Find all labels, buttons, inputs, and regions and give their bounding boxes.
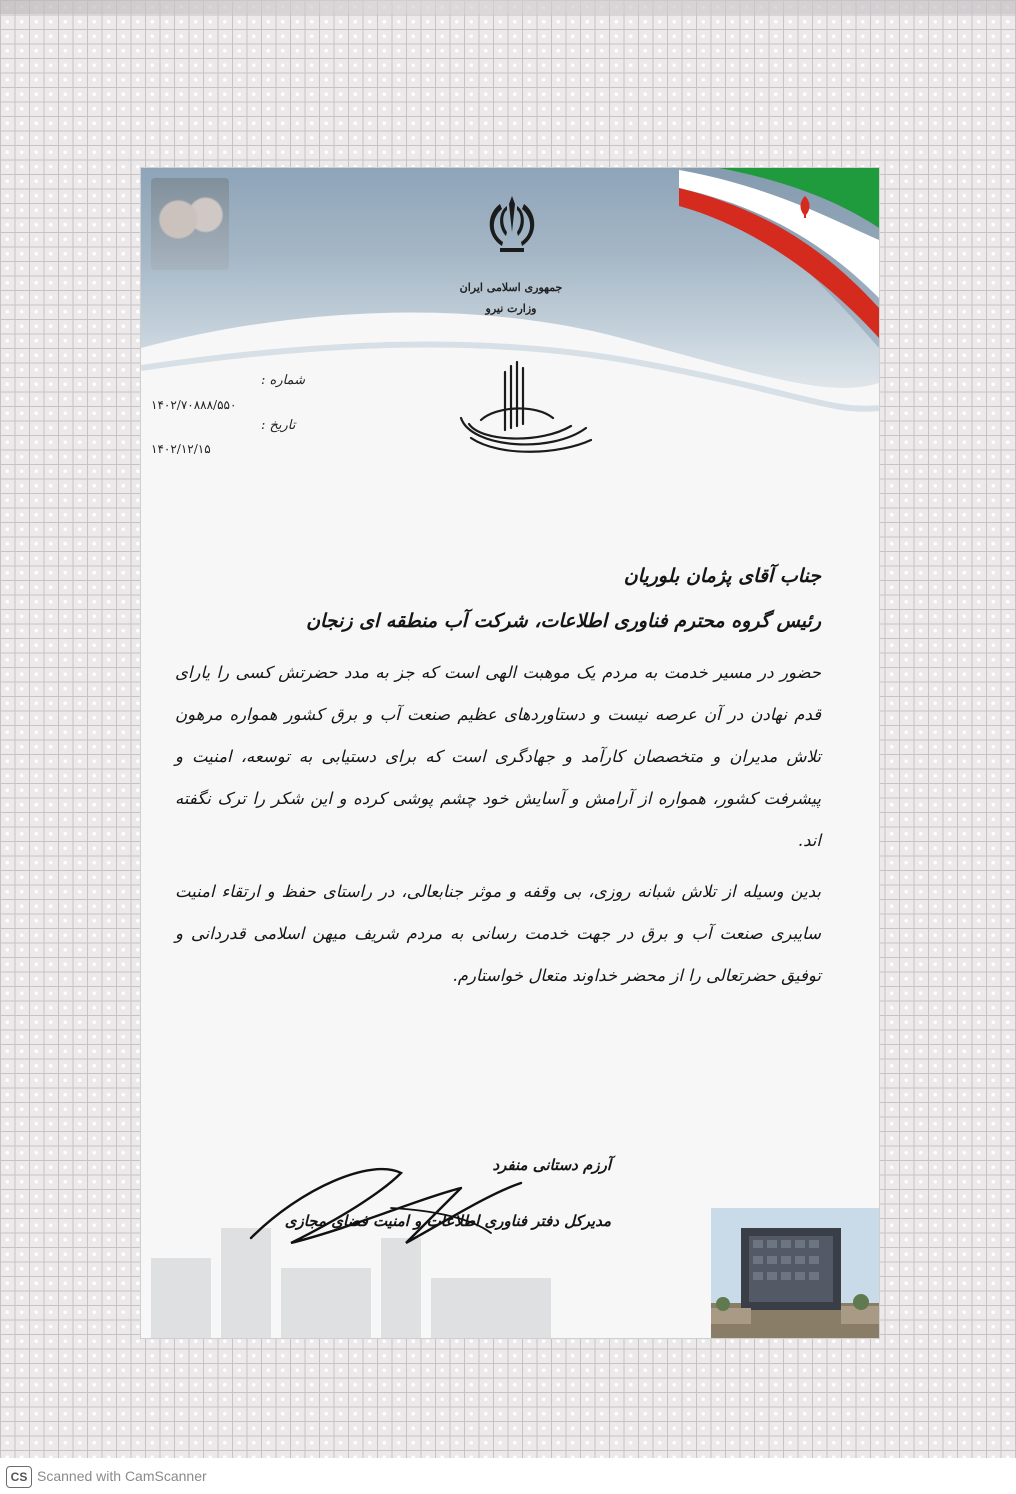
date-value: ۱۴۰۲/۱۲/۱۵ <box>151 442 211 456</box>
recipient-name: جناب آقای پژمان بلوریان <box>623 565 821 587</box>
scanner-footer <box>0 1458 1016 1494</box>
paragraph-2: بدین وسیله از تلاش شبانه روزی، بی وقفه و موثر جنابعالی، در راستای حفظ و ارتقاء امنیت سایبری صنعت آب و برق در جهت خدمت رسانی به مردم شریف میهن اسلامی قدردانی و توفیق حضرتعالی را از محضر خداوند متعال خواستارم. <box>175 881 821 985</box>
handwritten-signature <box>231 1148 631 1268</box>
signer-title: مدیرکل دفتر فناوری اطلاعات و امنیت فضای مجازی <box>284 1212 611 1230</box>
republic-name: جمهوری اسلامی ایران <box>459 281 563 294</box>
camscanner-logo: CS <box>6 1466 32 1488</box>
appreciation-letter <box>141 168 879 1338</box>
ministry-name: وزارت نیرو <box>485 301 537 315</box>
closing-phrase: آرزم دستانی منفرد <box>492 1156 611 1174</box>
bismillah-calligraphy <box>441 358 601 458</box>
number-label: شماره : <box>261 373 305 388</box>
recipient-title: رئیس گروه محترم فناوری اطلاعات، شرکت آب منطقه ای زنجان <box>306 609 821 632</box>
scanner-watermark-text: Scanned with CamScanner <box>37 1468 207 1484</box>
scan-top-edge <box>0 0 1016 14</box>
leaders-portrait <box>151 178 229 270</box>
paragraph-1: حضور در مسیر خدمت به مردم یک موهبت الهی است که جز به مدد حضرتش کسی را یارای قدم نهادن در آن عرصه نیست و دستاوردهای عظیم صنعت آب و برق کشور همواره مرهون تلاش مدیران و متخصصان کارآمد و جهادگری است که برای دستیابی به توسعه، امنیت و پیشرفت کشور، همواره از آرامش و آسایش خود چشم پوشی کرده و این شکر را ترک نگفته اند. <box>175 663 821 851</box>
iran-emblem-icon <box>476 192 548 264</box>
number-value: ۱۴۰۲/۷۰۸۸۸/۵۵۰ <box>151 398 237 412</box>
date-label: تاریخ : <box>261 418 296 433</box>
iran-flag-icon <box>679 168 879 338</box>
government-title <box>431 278 591 320</box>
letter-body <box>175 563 821 997</box>
signature-block <box>231 1148 631 1268</box>
building-photo <box>711 1208 879 1338</box>
